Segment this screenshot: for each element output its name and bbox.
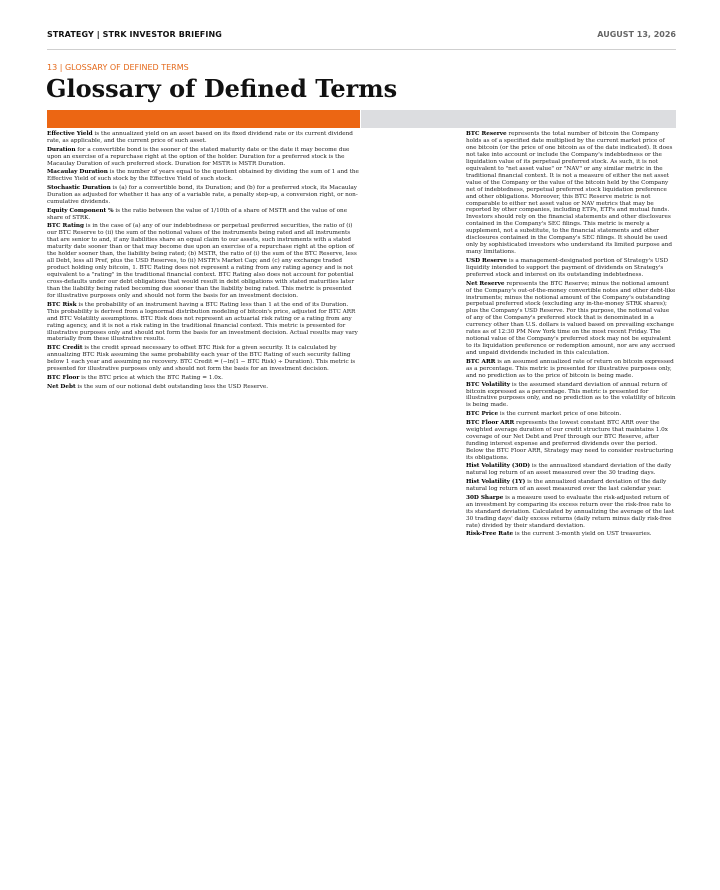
glossary-entry [47,345,359,373]
glossary-term: Equity Component % [47,207,114,214]
glossary-definition: represents the total number of bitcoin the Company holds as of a specified date multiplied by the current market price of one bitcoin (or the price of one bitcoin as of the date indicated). It does not take into account or include the Company's indebtedness or the liquidation value of its perpetual preferred stock. As such, it is not equivalent to "net asset value" or "NAV" or any similar metric in the traditional financial context. It is not a measure of either the net asset value of the Company or the value of the bitcoin held by the Company net of indebtedness, perpetual preferred stock liquidation preference and other obligations. Moreover, this BTC Reserve metric is not comparable to either net asset value or NAV metrics that may be reported by other companies, including ETPs, ETFs and mutual funds. Investors should rely on the financial statements and other disclosures contained in the Company's SEC filings. This metric is merely a supplement, not a substitute, to the financial statements and other disclosures contained in the Company's SEC filings. It should be used only by sophisticated investors who understand its limited purpose and many limitations. [466,131,673,256]
glossary-column-left [47,131,359,392]
glossary-entry [47,169,359,183]
glossary-definition: is the assumed standard deviation of annual return of bitcoin expressed as a percentage. This metric is presented for illustrative purposes only, and no prediction as to the volatility of bitcoin is being made. [466,381,676,409]
header-brand: STRATEGY | STRK INVESTOR BRIEFING [47,30,222,39]
glossary-term: Macaulay Duration [47,169,108,176]
glossary-entry [466,495,676,530]
glossary-entry [47,223,359,299]
glossary-definition: is the number of years equal to the quotient obtained by dividing the sum of 1 and the Effective Yield of such stock by the Effective Yield of such stock. [47,169,359,183]
section-label: 13 | GLOSSARY OF DEFINED TERMS [47,63,189,72]
glossary-definition: is the probability of an instrument having a BTC Rating less than 1 at the end of its Duration. This probability is derived from a lognormal distribution modeling of bitcoin's price, adjusted for BTC ARR and BTC Volatility assumptions. BTC Risk does not represent an actuarial risk rating or a rating from any rating agency, and it is not a risk rating in the traditional financial context. This metric is presented for illustrative purposes only and should not form the basis for an investment decision. Actual results may vary materially from these illustrative results. [47,301,358,343]
glossary-term: Net Debt [47,383,76,390]
header-divider [47,49,676,50]
glossary-term: BTC Reserve [466,131,507,137]
glossary-definition: is an assumed annualized rate of return on bitcoin expressed as a percentage. This metric is presented for illustrative purposes only, and no prediction as to the price of bitcoin is being made. [466,358,674,379]
glossary-entry [466,281,676,357]
glossary-term: BTC Rating [47,223,84,230]
glossary-column-right [466,131,676,540]
glossary-definition: is the current market price of one bitcoin. [498,411,622,418]
glossary-term: BTC Risk [47,301,77,308]
glossary-term: Hist Volatility (30D) [466,463,531,470]
accent-bar-orange [47,110,360,128]
glossary-definition: represents the lowest constant BTC ARR over the weighted average duration of our credit structure that maintains 1.0x coverage of our Net Debt and Pref through our BTC Reserve, after funding interest expense and preferred dividends over the period. Below the BTC Floor ARR, Strategy may need to consider restructuring its obligations. [466,419,674,461]
glossary-definition: is the annualized standard deviation of the daily natural log return of an asset measured over the 30 trading days. [466,463,672,477]
glossary-term: BTC ARR [466,358,496,365]
glossary-term: BTC Volatility [466,381,511,388]
glossary-definition: is a management-designated portion of Strategy's USD liquidity intended to support the payment of dividends on Strategy's preferred stock and interest on its outstanding indebtedness. [466,257,669,278]
glossary-definition: is the credit spread necessary to offset BTC Risk for a given security. It is calculated by annualizing BTC Risk assuming the same probability each year of the BTC Rating of such security falling below 1 each year and assuming no recovery. BTC Credit = (−ln(1 − BTC Risk) ÷ Duration). This metric is presented for illustrative purposes only and should not form the basis for an investment decision. [47,345,356,373]
glossary-entry [466,359,676,380]
glossary-entry [47,302,359,344]
glossary-term: Stochastic Duration [47,185,111,192]
glossary-entry [466,420,676,462]
glossary-entry [466,479,676,493]
glossary-entry [47,147,359,168]
glossary-definition: is the ratio between the value of 1/10th of a share of MSTR and the value of one share of STRK. [47,207,348,221]
glossary-term: Risk-Free Rate [466,531,514,538]
glossary-definition: is in the case of (a) any of our indebtedness or perpetual preferred securities, the ratio of (i) our BTC Reserve to (ii) the sum of the notional values of the instruments being rated and all instruments that are senior to and, if any liabilities share an equal claim to our assets, such instruments with a stated maturity date sooner than or that may become due upon an exercise of a repurchase right at the option of the holder sooner than, the liability being rated; (b) MSTR, the ratio of (i) the sum of the BTC Reserve, less all Debt, less all Pref, plus the USD Reserves, to (ii) MSTR's Market Cap; and (c) any exchange traded product holding only bitcoin, 1. BTC Rating does not represent a rating from any rating agency and is not equivalent to a "rating" in the traditional financial context. BTC Rating also does not account for potential cross-defaults under our debt obligations that would result in debt obligations with stated maturities later than the liability being rated becoming due sooner than the liability being rated. This metric is presented for illustrative purposes only and should not form the basis for an investment decision. [47,223,357,299]
glossary-entry [47,131,359,145]
glossary-definition: is the current 3-month yield on UST treasuries. [513,531,652,538]
glossary-term: 30D Sharpe [466,494,504,501]
glossary-term: Hist Volatility (1Y) [466,479,526,486]
glossary-entry [47,185,359,206]
glossary-definition: represents the BTC Reserve; minus the notional amount of the Company's out-of-the-money convertible notes and other debt-like instruments; minus the notional amount of the Company's outstanding perpetual preferred stock (excluding any in-the-money STRK shares); plus the Company's USD Reserve. For this purpose, the notional value of any of the Company's preferred stock that is denominated in a currency other than U.S. dollars is valued based on prevailing exchange rates as of 12:30 PM New York time on the most recent Friday. The notional value of the Company's preferred stock may not be equivalent to its liquidation preference or redemption amount, nor are any accrued and unpaid dividends included in this calculation. [466,280,676,357]
header-date: AUGUST 13, 2026 [597,30,676,39]
glossary-entry [47,208,359,222]
glossary-entry [466,382,676,410]
glossary-term: BTC Floor [47,374,80,381]
glossary-entry [466,531,676,538]
glossary-term: USD Reserve [466,257,508,264]
glossary-definition: is a measure used to evaluate the risk-adjusted return of an investment by comparing its excess return over the risk-free rate to its standard deviation. Calculated by annualizing the average of the last 30 trading days' daily excess returns (daily return minus daily risk-free rate) divided by their standard deviation. [466,494,675,529]
glossary-entry [47,384,359,391]
glossary-definition: is the annualized yield on an asset based on its fixed dividend rate or its current dividend rate, as applicable, and the current price of such asset. [47,131,353,144]
page-title: Glossary of Defined Terms [46,74,398,103]
glossary-term: Duration [47,146,76,153]
glossary-entry [466,131,676,256]
glossary-term: BTC Credit [47,345,83,352]
glossary-definition: is (a) for a convertible bond, its Duration; and (b) for a preferred stock, its Macaulay Duration as adjusted for whether it has any of a variable rate, a penalty step-up, a conversion right, or non-cumulative dividends. [47,185,358,205]
glossary-entry [466,411,676,418]
glossary-entry [466,258,676,279]
glossary-definition: is the BTC price at which the BTC Rating = 1.0x. [79,374,223,381]
glossary-definition: is the sum of our notional debt outstanding less the USD Reserve. [75,383,269,390]
glossary-term: BTC Price [466,411,499,418]
glossary-term: Net Reserve [466,280,505,287]
glossary-term: Effective Yield [47,131,93,137]
accent-bar-gray [361,110,676,128]
glossary-term: BTC Floor ARR [466,419,515,426]
glossary-definition: for a convertible bond is the sooner of the stated maturity date or the date it may become due upon an exercise of a repurchase right at the option of the holder. Duration for a preferred stock is the Macaulay Duration of such preferred stock. Duration for MSTR is MSTR Duration. [47,146,350,167]
glossary-entry [466,463,676,477]
glossary-entry [47,375,359,382]
glossary-definition: is the annualized standard deviation of the daily natural log return of an asset measured over the last calendar year. [466,479,667,493]
